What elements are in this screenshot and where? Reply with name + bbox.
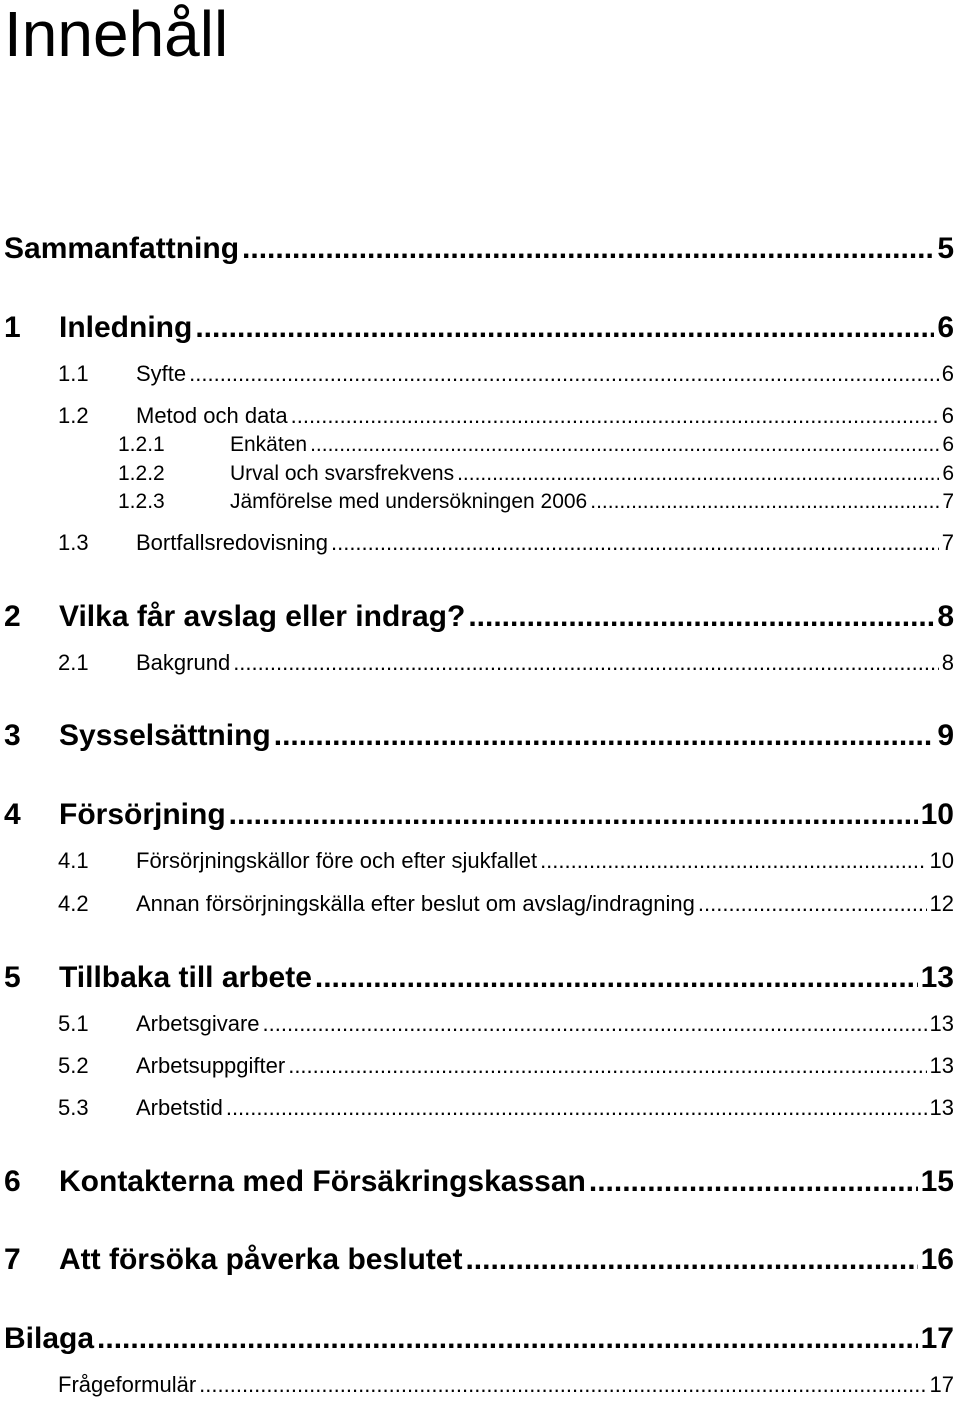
leader-dots xyxy=(199,1372,926,1398)
leader-dots xyxy=(242,232,934,266)
toc-entry-number: 2.1 xyxy=(58,650,89,675)
toc-entry-label: Annan försörjningskälla efter beslut om avslag/indragning xyxy=(136,891,695,916)
toc-entry-number: 3 xyxy=(4,719,21,752)
toc-entry-page: 6 xyxy=(942,462,954,485)
toc-entry-page: 17 xyxy=(929,1372,954,1397)
toc-entry-1-2-1[interactable] xyxy=(118,433,954,457)
leader-dots xyxy=(465,1243,917,1277)
leader-dots xyxy=(263,1011,927,1037)
toc-entry-label: Tillbaka till arbete xyxy=(59,961,312,994)
leader-dots xyxy=(226,1095,927,1121)
toc-entry-label: Jämförelse med undersökningen 2006 xyxy=(230,490,588,513)
toc-entry-6[interactable] xyxy=(4,1165,954,1199)
toc-entry-label: Inledning xyxy=(59,311,193,344)
toc-entry-4[interactable] xyxy=(4,798,954,832)
toc-entry-label: Arbetstid xyxy=(136,1095,223,1120)
leader-dots xyxy=(590,490,939,514)
toc-entry-label: Försörjningskällor före och efter sjukfallet xyxy=(136,848,538,873)
toc-entry-page: 17 xyxy=(920,1322,954,1355)
toc-entry-number: 1.2.2 xyxy=(118,462,165,485)
leader-dots xyxy=(310,433,939,457)
toc-entry-label: Bortfallsredovisning xyxy=(136,530,328,555)
leader-dots xyxy=(315,961,918,995)
toc-entry-2[interactable] xyxy=(4,600,954,634)
toc-entry-label: Bakgrund xyxy=(136,650,231,675)
toc-entry-number: 1.2.1 xyxy=(118,433,165,456)
toc-entry-1-2-2[interactable] xyxy=(118,462,954,486)
toc-entry-label: Syfte xyxy=(136,361,187,386)
toc-entry-number: 5.2 xyxy=(58,1053,89,1078)
toc-entry-number: 1.2.3 xyxy=(118,490,165,513)
toc-entry-label: Kontakterna med Försäkringskassan xyxy=(59,1165,586,1198)
toc-entry-page: 6 xyxy=(937,311,954,344)
toc-entry-label: Försörjning xyxy=(59,798,226,831)
toc-entry-5[interactable] xyxy=(4,961,954,995)
toc-entry-number: 2 xyxy=(4,600,21,633)
toc-entry-label: Att försöka påverka beslutet xyxy=(59,1243,463,1276)
toc-entry-label: Arbetsuppgifter xyxy=(136,1053,286,1078)
leader-dots xyxy=(291,403,939,429)
toc-entry-1-2[interactable] xyxy=(58,403,954,429)
page-title: Innehåll xyxy=(4,0,229,70)
toc-entry-2-1[interactable] xyxy=(58,650,954,676)
toc-entry-number: 5.1 xyxy=(58,1011,89,1036)
toc-entry-page: 6 xyxy=(942,433,954,456)
toc-entry-page: 8 xyxy=(941,650,954,675)
leader-dots xyxy=(331,530,939,556)
toc-entry-page: 13 xyxy=(929,1053,954,1078)
toc-entry-page: 13 xyxy=(929,1011,954,1036)
toc-entry-page: 7 xyxy=(942,490,954,513)
toc-entry-1[interactable] xyxy=(4,311,954,345)
toc-entry-7[interactable] xyxy=(4,1243,954,1277)
toc-entry-number: 7 xyxy=(4,1243,21,1276)
toc-entry-5-1[interactable] xyxy=(58,1011,954,1037)
leader-dots xyxy=(468,600,934,634)
toc-entry-number: 1 xyxy=(4,311,21,344)
toc-entry-number: 1.2 xyxy=(58,403,89,428)
toc-entry-page: 10 xyxy=(929,848,954,873)
toc-entry-page: 6 xyxy=(941,403,954,428)
toc-entry-5-3[interactable] xyxy=(58,1095,954,1121)
leader-dots xyxy=(195,311,934,345)
toc-entry-page: 13 xyxy=(929,1095,954,1120)
leader-dots xyxy=(189,361,939,387)
toc-entry-number: 5 xyxy=(4,961,21,994)
leader-dots xyxy=(589,1165,918,1199)
toc-entry-label: Sammanfattning xyxy=(4,232,240,265)
leader-dots xyxy=(540,848,926,874)
toc-entry-label: Bilaga xyxy=(4,1322,95,1355)
toc-entry-page: 7 xyxy=(941,530,954,555)
toc-entry-number: 1.3 xyxy=(58,530,89,555)
toc-entry-page: 13 xyxy=(920,961,954,994)
toc-entry-number: 6 xyxy=(4,1165,21,1198)
toc-entry-4-2[interactable] xyxy=(58,891,954,917)
toc-entry-number: 4 xyxy=(4,798,21,831)
leader-dots xyxy=(97,1322,918,1356)
toc-entry-1-1[interactable] xyxy=(58,361,954,387)
toc-entry-number: 1.1 xyxy=(58,361,89,386)
toc-entry-number: 5.3 xyxy=(58,1095,89,1120)
toc-entry-label: Sysselsättning xyxy=(59,719,271,752)
toc-entry-1-2-3[interactable] xyxy=(118,490,954,514)
toc-entry-label: Urval och svarsfrekvens xyxy=(230,462,455,485)
toc-entry-page: 15 xyxy=(920,1165,954,1198)
toc-entry-label: Vilka får avslag eller indrag? xyxy=(59,600,466,633)
toc-entry-page: 16 xyxy=(920,1243,954,1276)
toc-entry-5-2[interactable] xyxy=(58,1053,954,1079)
toc-entry-page: 10 xyxy=(920,798,954,831)
toc-entry-page: 5 xyxy=(937,232,954,265)
toc-entry-label: Arbetsgivare xyxy=(136,1011,260,1036)
leader-dots xyxy=(288,1053,926,1079)
toc-entry-page: 6 xyxy=(941,361,954,386)
leader-dots xyxy=(233,650,939,676)
leader-dots xyxy=(274,719,935,753)
toc-entry-4-1[interactable] xyxy=(58,848,954,874)
toc-entry-page: 8 xyxy=(937,600,954,633)
toc-entry-number: 4.2 xyxy=(58,891,89,916)
leader-dots xyxy=(698,891,927,917)
toc-entry-label: Metod och data xyxy=(136,403,288,428)
leader-dots xyxy=(229,798,918,832)
leader-dots xyxy=(457,462,939,486)
toc-entry-1-3[interactable] xyxy=(58,530,954,556)
toc-entry-label: Enkäten xyxy=(230,433,308,456)
toc-entry-sammanfattning[interactable] xyxy=(4,232,954,266)
toc-entry-frageformular[interactable] xyxy=(58,1372,954,1398)
toc-entry-3[interactable] xyxy=(4,719,954,753)
toc-entry-label: Frågeformulär xyxy=(58,1372,197,1397)
toc-entry-page: 9 xyxy=(937,719,954,752)
toc-entry-bilaga[interactable] xyxy=(4,1322,954,1356)
toc-entry-page: 12 xyxy=(929,891,954,916)
toc-entry-number: 4.1 xyxy=(58,848,89,873)
